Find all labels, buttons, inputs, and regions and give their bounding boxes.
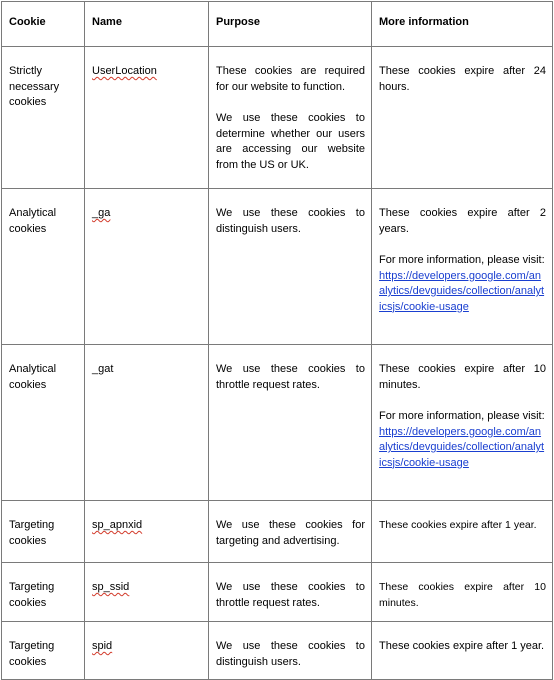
cookie-name-text: sp_apnxid [92,519,143,531]
more-info-text: For more information, please visit: [379,410,545,422]
cookie-name [85,501,209,563]
cookie-category: Analytical cookies [2,189,85,345]
expiry-text: These cookies expire after 1 year. [379,640,545,652]
cookie-name [85,345,209,501]
cookie-category: Analytical cookies [2,345,85,501]
cookie-more-information [372,345,553,501]
table-row [2,563,553,622]
purpose-text: We use these cookies for targeting and advertising. [216,519,365,547]
cookie-usage-link[interactable]: https://developers.google.com/analytics/devguides/collection/analyticsjs/cookie-usage [379,425,545,469]
cookie-purpose [209,345,372,501]
cookie-purpose [209,622,372,680]
purpose-text: We use these cookies to throttle request rates. [216,363,365,391]
cookie-category: Targeting cookies [2,501,85,563]
cookie-name-text: _ga [92,207,111,219]
expiry-text: These cookies expire after 1 year. [379,519,537,531]
purpose-text: We use these cookies to throttle request rates. [216,581,365,609]
cookie-purpose [209,563,372,622]
cookie-category: Targeting cookies [2,622,85,680]
purpose-text: We use these cookies to determine whether our users are accessing our website from the US or UK. [216,112,365,171]
expiry-text: These cookies expire after 2 years. [379,207,546,235]
cookie-more-information [372,47,553,189]
header-more-information: More information [372,2,553,47]
expiry-text: These cookies expire after 10 minutes. [379,363,546,391]
cookie-purpose [209,189,372,345]
table-row [2,47,553,189]
cookie-name-text: spid [92,640,113,652]
cookie-category: Targeting cookies [2,563,85,622]
header-name: Name [85,2,209,47]
cookie-name [85,47,209,189]
cookie-usage-link[interactable]: https://developers.google.com/analytics/devguides/collection/analyticsjs/cookie-usage [379,269,545,313]
cookie-more-information [372,563,553,622]
cookie-purpose [209,47,372,189]
cookie-name [85,622,209,680]
table-row [2,622,553,680]
cookie-more-information [372,189,553,345]
cookie-name [85,563,209,622]
cookie-more-information [372,501,553,563]
cookie-purpose [209,501,372,563]
purpose-text: We use these cookies to distinguish users. [216,207,365,235]
table-row [2,189,553,345]
cookie-name [85,189,209,345]
header-row [2,2,553,47]
cookie-category: Strictly necessary cookies [2,47,85,189]
header-purpose: Purpose [209,2,372,47]
purpose-text: These cookies are required for our website to function. [216,65,365,93]
cookie-name-text: _gat [92,363,114,375]
header-cookie: Cookie [2,2,85,47]
cookie-usage-link-wrap [379,425,546,472]
purpose-text: We use these cookies to distinguish users. [216,640,365,668]
table-row [2,501,553,563]
cookie-usage-link-wrap [379,269,546,316]
cookie-more-information [372,622,553,680]
expiry-text: These cookies expire after 10 minutes. [379,581,546,609]
expiry-text: These cookies expire after 24 hours. [379,65,546,93]
cookie-table [1,1,553,680]
table-row [2,345,553,501]
more-info-text: For more information, please visit: [379,254,545,266]
cookie-name-text: sp_ssid [92,581,130,593]
cookie-name-text: UserLocation [92,65,157,77]
